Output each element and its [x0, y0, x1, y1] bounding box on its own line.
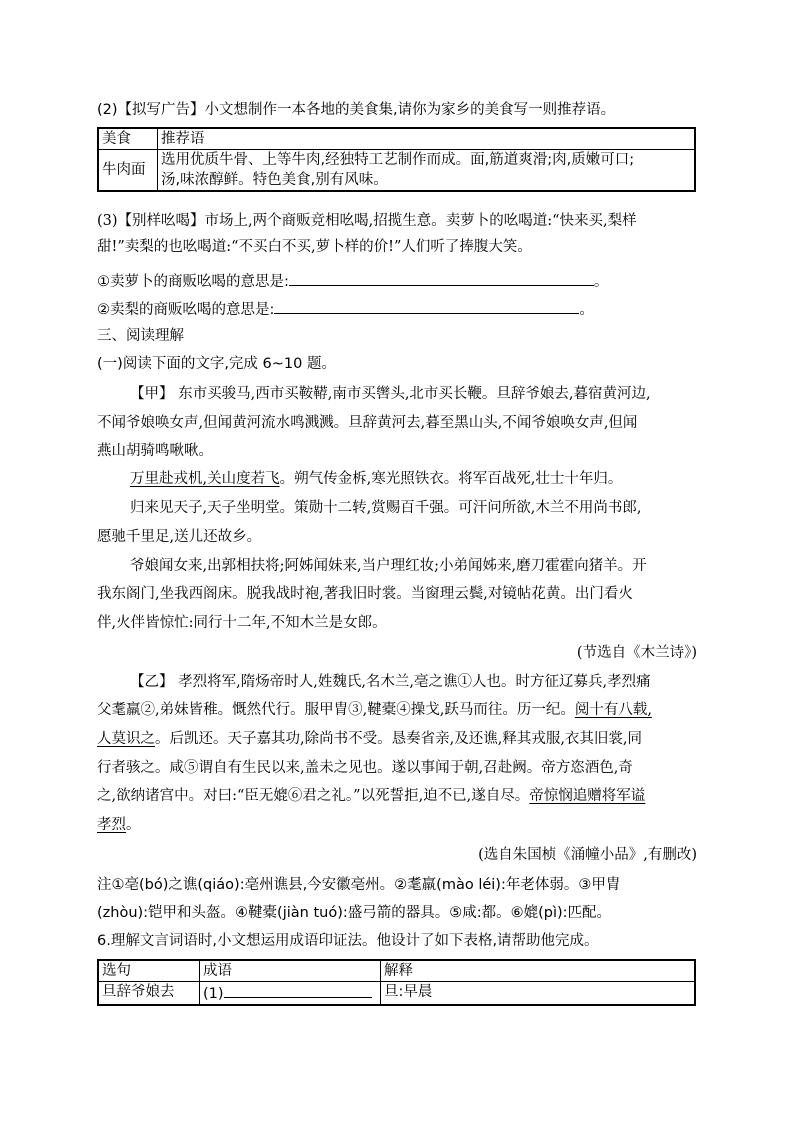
notes-line-1: 注①亳(bó)之谯(qiáo):亳州谯县,今安徽亳州。②耄羸(mào léi):年老体弱。③甲胄 [97, 877, 621, 893]
q6-prompt: 6.理解文言词语时,小文想运用成语印证法。他设计了如下表格,请帮助他完成。 [97, 933, 599, 949]
idiom-table [97, 959, 696, 1006]
recommendation-line-1: 选用优质牛骨、上等牛肉,经独特工艺制作而成。面,筋道爽滑;肉,质嫩可口; [161, 152, 635, 168]
yi-line-4: 行者骇之。咸⑤谓自有生民以来,盖未之见也。遂以事闻于朝,召赴阙。帝方恣酒色,奇 [97, 760, 633, 776]
jia-line-1: 【甲】 东市买骏马,西市买鞍鞯,南市买辔头,北市买长鞭。旦辞爷娘去,暮宿黄河边, [130, 386, 651, 402]
q3-sub1-end: 。 [593, 274, 609, 290]
jia-line-4 [130, 469, 622, 489]
yi-line-6 [97, 815, 141, 835]
idiom-blank-label: (1) [203, 986, 224, 1002]
idiom-table-explanation-cell: 旦:早晨 [381, 982, 696, 1006]
yi-line-2 [97, 700, 652, 720]
recommendation-line-2: 汤,味浓醇鲜。特色美食,别有风味。 [161, 172, 388, 188]
recommendation-cell [158, 150, 696, 192]
q3-sub1-answer-blank[interactable] [289, 270, 594, 286]
q3-sub1-label: ①卖萝卜的商贩吆喝的意思是: [97, 274, 289, 290]
jia-line-8: 我东阁门,坐我西阁床。脱我战时袍,著我旧时裳。当窗理云鬓,对镜帖花黄。出门看火 [97, 586, 633, 602]
yi-line-3-rest: 。后凯还。天子嘉其功,除尚书不受。恳奏省亲,及还谯,释其戎服,衣其旧裳,同 [155, 731, 643, 747]
jia-source: (节选自《木兰诗》) [576, 645, 697, 661]
yi-line-1: 【乙】 孝烈将军,隋炀帝时人,姓魏氏,名木兰,亳之谯①人也。时方征辽募兵,孝烈痛 [130, 674, 651, 690]
jia-line-3: 燕山胡骑鸣啾啾。 [97, 443, 213, 459]
food-name-cell: 牛肉面 [98, 150, 158, 192]
yi-underlined-2b: 孝烈 [97, 817, 126, 833]
table-header-recommendation: 推荐语 [158, 128, 696, 150]
q3-sub2-end: 。 [579, 302, 594, 318]
idiom-table-header-explanation: 解释 [381, 960, 696, 982]
yi-line-5 [97, 786, 645, 806]
yi-line-5-text: 之,欲纳诸宫中。对曰:“臣无媲⑥君之礼。”以死誓拒,迫不已,遂自尽。 [97, 788, 530, 804]
section-3-1-instructions: (一)阅读下面的文字,完成 6~10 题。 [97, 356, 336, 372]
idiom-answer-blank[interactable] [224, 982, 372, 998]
jia-line-2: 不闻爷娘唤女声,但闻黄河流水鸣溅溅。旦辞黄河去,暮至黑山头,不闻爷娘唤女声,但闻 [97, 415, 638, 431]
yi-underlined-1b: 人莫识之 [97, 731, 155, 747]
jia-line-9: 伴,火伴皆惊忙:同行十二年,不知木兰是女郎。 [97, 615, 387, 631]
yi-line-2-text: 父耄羸②,弟妹皆稚。慨然代行。服甲胄③,鞬橐④操戈,跃马而往。历一纪。 [97, 702, 575, 718]
jia-line-6: 愿驰千里足,送儿还故乡。 [97, 529, 262, 545]
idiom-table-idiom-cell [200, 982, 381, 1006]
idiom-table-header-sentence: 选句 [98, 960, 200, 982]
jia-line-5: 归来见天子,天子坐明堂。策勋十二转,赏赐百千强。可汗问所欲,木兰不用尚书郎, [130, 500, 642, 516]
q3-line-1: (3)【别样吆喝】市场上,两个商贩竞相吆喝,招揽生意。卖萝卜的吆喝道:“快来买,梨样 [97, 213, 637, 229]
yi-underlined-2a: 帝惊悯追赠将军谥 [529, 788, 646, 804]
q3-sub2-label: ②卖梨的商贩吆喝的意思是: [97, 302, 275, 318]
jia-line-4-rest: 。朔气传金柝,寒光照铁衣。将军百战死,壮士十年归。 [279, 471, 623, 487]
q3-line-2: 甜!”卖梨的也吆喝道:“不买白不买,萝卜样的价!”人们听了捧腹大笑。 [97, 239, 532, 255]
idiom-table-header-idiom: 成语 [200, 960, 381, 982]
q3-sub2-answer-blank[interactable] [274, 298, 579, 314]
yi-source: (选自朱国桢《涌幢小品》,有删改) [478, 847, 697, 863]
q3-sub2 [97, 298, 594, 320]
jia-underlined-sentence: 万里赴戎机,关山度若飞 [130, 471, 280, 487]
section-3-title: 三、阅读理解 [97, 328, 184, 344]
notes-line-2: (zhòu):铠甲和头盔。④鞬橐(jiàn tuó):盛弓箭的器具。⑤咸:都。⑥媲(pì):匹配。 [97, 905, 612, 921]
yi-underlined-1a: 阅十有八载, [574, 702, 652, 718]
food-recommendation-table [97, 127, 696, 192]
jia-line-7: 爷娘闻女来,出郭相扶将;阿姊闻妹来,当户理红妆;小弟闻姊来,磨刀霍霍向猪羊。开 [130, 558, 647, 574]
q2-prompt: (2)【拟写广告】小文想制作一本各地的美食集,请你为家乡的美食写一则推荐语。 [97, 102, 616, 118]
table-header-food: 美食 [98, 128, 158, 150]
q3-sub1 [97, 270, 608, 292]
yi-line-3 [97, 729, 642, 749]
yi-line-6-rest: 。 [126, 817, 141, 833]
idiom-table-sentence-cell: 旦辞爷娘去 [98, 982, 200, 1006]
